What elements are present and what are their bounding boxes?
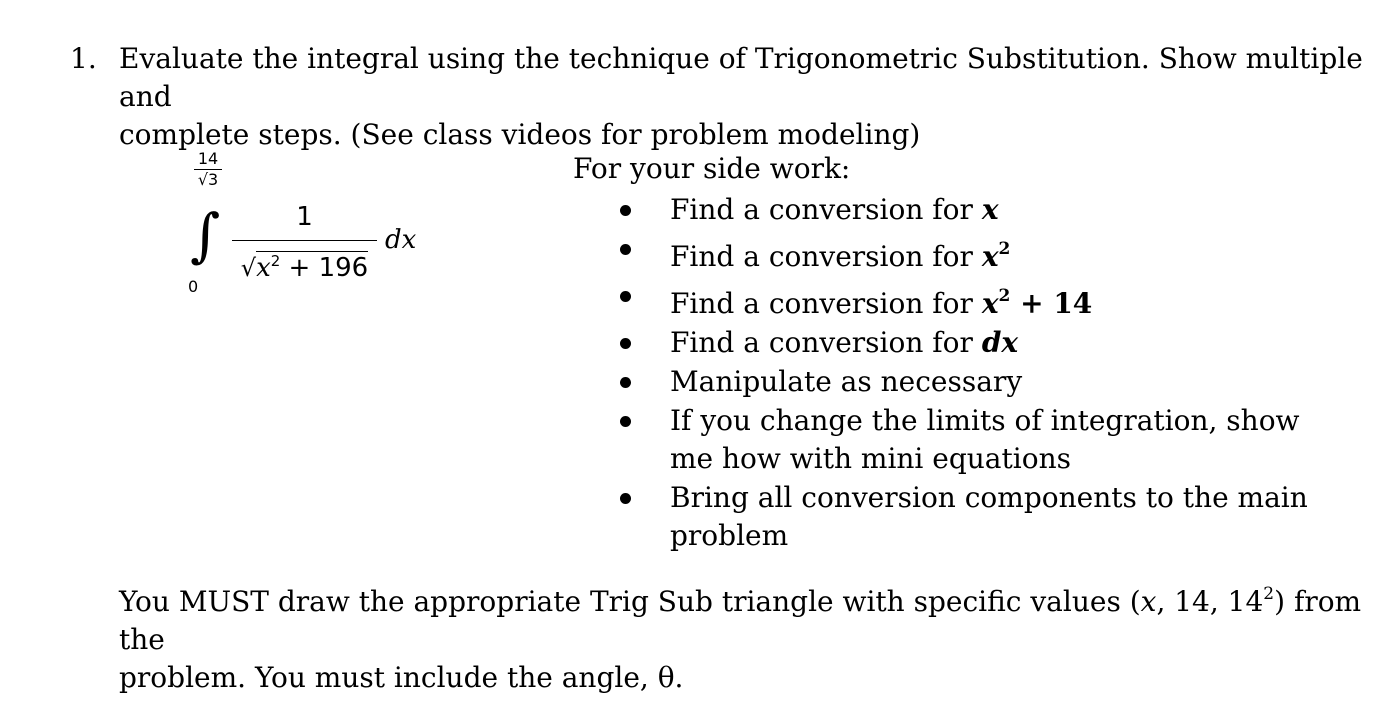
differential: dx bbox=[385, 225, 417, 255]
radicand-constant: + 196 bbox=[280, 253, 369, 283]
list-item-text: Manipulate as necessary bbox=[670, 365, 1023, 398]
instruction-line-1 bbox=[119, 575, 1369, 659]
bullet-icon bbox=[620, 205, 631, 216]
list-item-text: Find a conversion for bbox=[670, 240, 982, 273]
problem-number: 1. bbox=[70, 42, 97, 75]
definite-integral bbox=[180, 150, 440, 300]
bullet-icon bbox=[620, 377, 631, 388]
list-item bbox=[612, 402, 1332, 478]
lower-limit: 0 bbox=[188, 277, 199, 296]
radicand-variable: x bbox=[256, 253, 271, 283]
instruction-text: , 14, 14 bbox=[1156, 585, 1264, 618]
instruction-text: ) from the bbox=[119, 585, 1362, 656]
math-constant: + 14 bbox=[1010, 287, 1093, 320]
list-item-text: If you change the limits of integration, show me how with mini equations bbox=[670, 404, 1300, 475]
math-exponent: 2 bbox=[998, 286, 1011, 306]
math-expression: dx bbox=[981, 326, 1019, 359]
bullet-icon bbox=[620, 416, 631, 427]
math-expression bbox=[982, 240, 1011, 273]
instruction-line-2: problem. You must include the angle, θ. bbox=[119, 661, 684, 694]
integral-sign: ∫ bbox=[190, 201, 221, 269]
list-item-text: Find a conversion for bbox=[670, 193, 982, 226]
list-item bbox=[612, 277, 1332, 323]
integrand-denominator bbox=[232, 244, 377, 285]
integrand-fraction bbox=[232, 200, 377, 290]
list-item bbox=[612, 479, 1332, 555]
list-item-text: Find a conversion for bbox=[670, 326, 982, 359]
instruction-variable: x bbox=[1140, 585, 1157, 618]
math-exponent: 2 bbox=[998, 239, 1011, 259]
problem-statement bbox=[119, 40, 1369, 154]
radical-sign: √ bbox=[240, 254, 257, 282]
problem-line-1: Evaluate the integral using the technique of Trigonometric Substitution. Show multiple and bbox=[119, 42, 1363, 113]
bullet-icon bbox=[620, 291, 631, 302]
problem-line-2: complete steps. (See class videos for problem modeling) bbox=[119, 118, 921, 151]
upper-limit-denominator: √3 bbox=[197, 170, 219, 189]
instruction-text: You MUST draw the appropriate Trig Sub triangle with specific values ( bbox=[119, 585, 1141, 618]
side-work-list bbox=[612, 191, 1332, 556]
math-expression: x bbox=[981, 193, 999, 226]
list-item-text: Find a conversion for bbox=[670, 287, 982, 320]
instruction-exponent: 2 bbox=[1263, 584, 1275, 604]
list-item bbox=[612, 230, 1332, 276]
math-expression bbox=[982, 287, 1011, 320]
fraction-bar bbox=[232, 240, 377, 241]
radicand-exponent: 2 bbox=[270, 252, 281, 270]
side-work-title: For your side work: bbox=[573, 152, 851, 185]
bullet-icon bbox=[620, 244, 631, 255]
bullet-icon bbox=[620, 338, 631, 349]
triangle-instructions bbox=[119, 575, 1369, 697]
list-item bbox=[612, 363, 1332, 401]
radicand bbox=[256, 251, 368, 283]
list-item bbox=[612, 324, 1332, 362]
upper-limit bbox=[194, 150, 222, 189]
math-variable: x bbox=[981, 240, 999, 273]
math-variable: x bbox=[981, 287, 999, 320]
list-item-text: Bring all conversion components to the main problem bbox=[670, 481, 1308, 552]
list-item bbox=[612, 191, 1332, 229]
integrand-numerator: 1 bbox=[296, 202, 313, 232]
upper-limit-numerator: 14 bbox=[197, 149, 219, 168]
bullet-icon bbox=[620, 493, 631, 504]
